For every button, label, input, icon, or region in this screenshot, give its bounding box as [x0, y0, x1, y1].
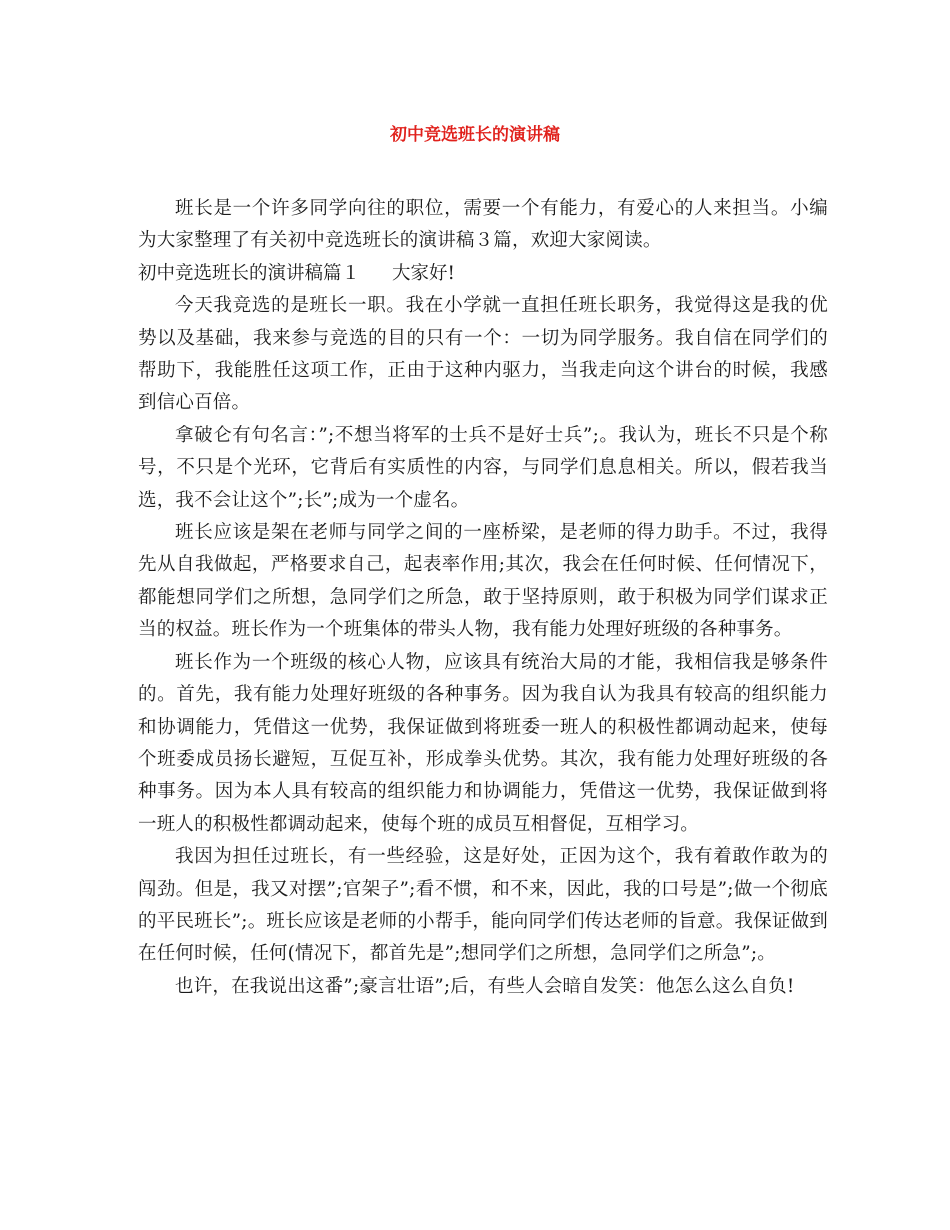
body-paragraph: 班长作为一个班级的核心人物，应该具有统治大局的才能，我相信我是够条件的。首先，我有能力处理好班级的各种事务。因为我自认为我具有较高的组织能力和协调能力，凭借这一优势，我保证做到将班委一班人的积极性都调动起来，使每个班委成员扬长避短，互促互补，形成拳头优势。其次，我有能力处理好班级的各种事务。因为本人具有较高的组织能力和协调能力，凭借这一优势，我保证做到将一班人的积极性都调动起来，使每个班的成员互相督促，互相学习。 [138, 651, 828, 835]
speech-part-title: 初中竞选班长的演讲稿篇１ [138, 262, 361, 284]
speech-greeting: 大家好! [392, 262, 455, 284]
body-paragraph: 班长应该是架在老师与同学之间的一座桥梁，是老师的得力助手。不过，我得先从自我做起，严格要求自己，起表率作用;其次，我会在任何时候、任何情况下，都能想同学们之所想，急同学们之所急，敢于坚持原则，敢于积极为同学们谋求正当的权益。班长作为一个班集体的带头人物，我有能力处理好班级的各种事务。 [138, 522, 828, 641]
document-body [138, 193, 828, 1003]
document-title: 初中竞选班长的演讲稿 [390, 125, 560, 145]
body-paragraph: 我因为担任过班长，有一些经验，这是好处，正因为这个，我有着敢作敢为的闯劲。但是，我又对摆”;官架子”;看不惯，和不来，因此，我的口号是”;做一个彻底的平民班长”;。班长应该是老师的小帮手，能向同学们传达老师的旨意。我保证做到在任何时候，任何(情况下，都首先是”;想同学们之所想，急同学们之所急”;。 [138, 846, 828, 965]
body-paragraph: 拿破仑有句名言：”;不想当将军的士兵不是好士兵”;。我认为，班长不只是个称号，不只是个光环，它背后有实质性的内容，与同学们息息相关。所以，假若我当选，我不会让这个”;长”;成为一个虚名。 [138, 424, 828, 511]
intro-paragraph: 班长是一个许多同学向往的职位，需要一个有能力，有爱心的人来担当。小编为大家整理了有关初中竞选班长的演讲稿３篇，欢迎大家阅读。 [138, 198, 828, 252]
body-paragraph: 也许，在我说出这番”;豪言壮语”;后，有些人会暗自发笑：他怎么这么自负! [175, 975, 795, 997]
speech-heading-line [138, 258, 828, 290]
body-paragraph: 今天我竞选的是班长一职。我在小学就一直担任班长职务，我觉得这是我的优势以及基础，我来参与竞选的目的只有一个：一切为同学服务。我自信在同学们的帮助下，我能胜任这项工作，正由于这种内驱力，当我走向这个讲台的时候，我感到信心百倍。 [138, 295, 828, 414]
